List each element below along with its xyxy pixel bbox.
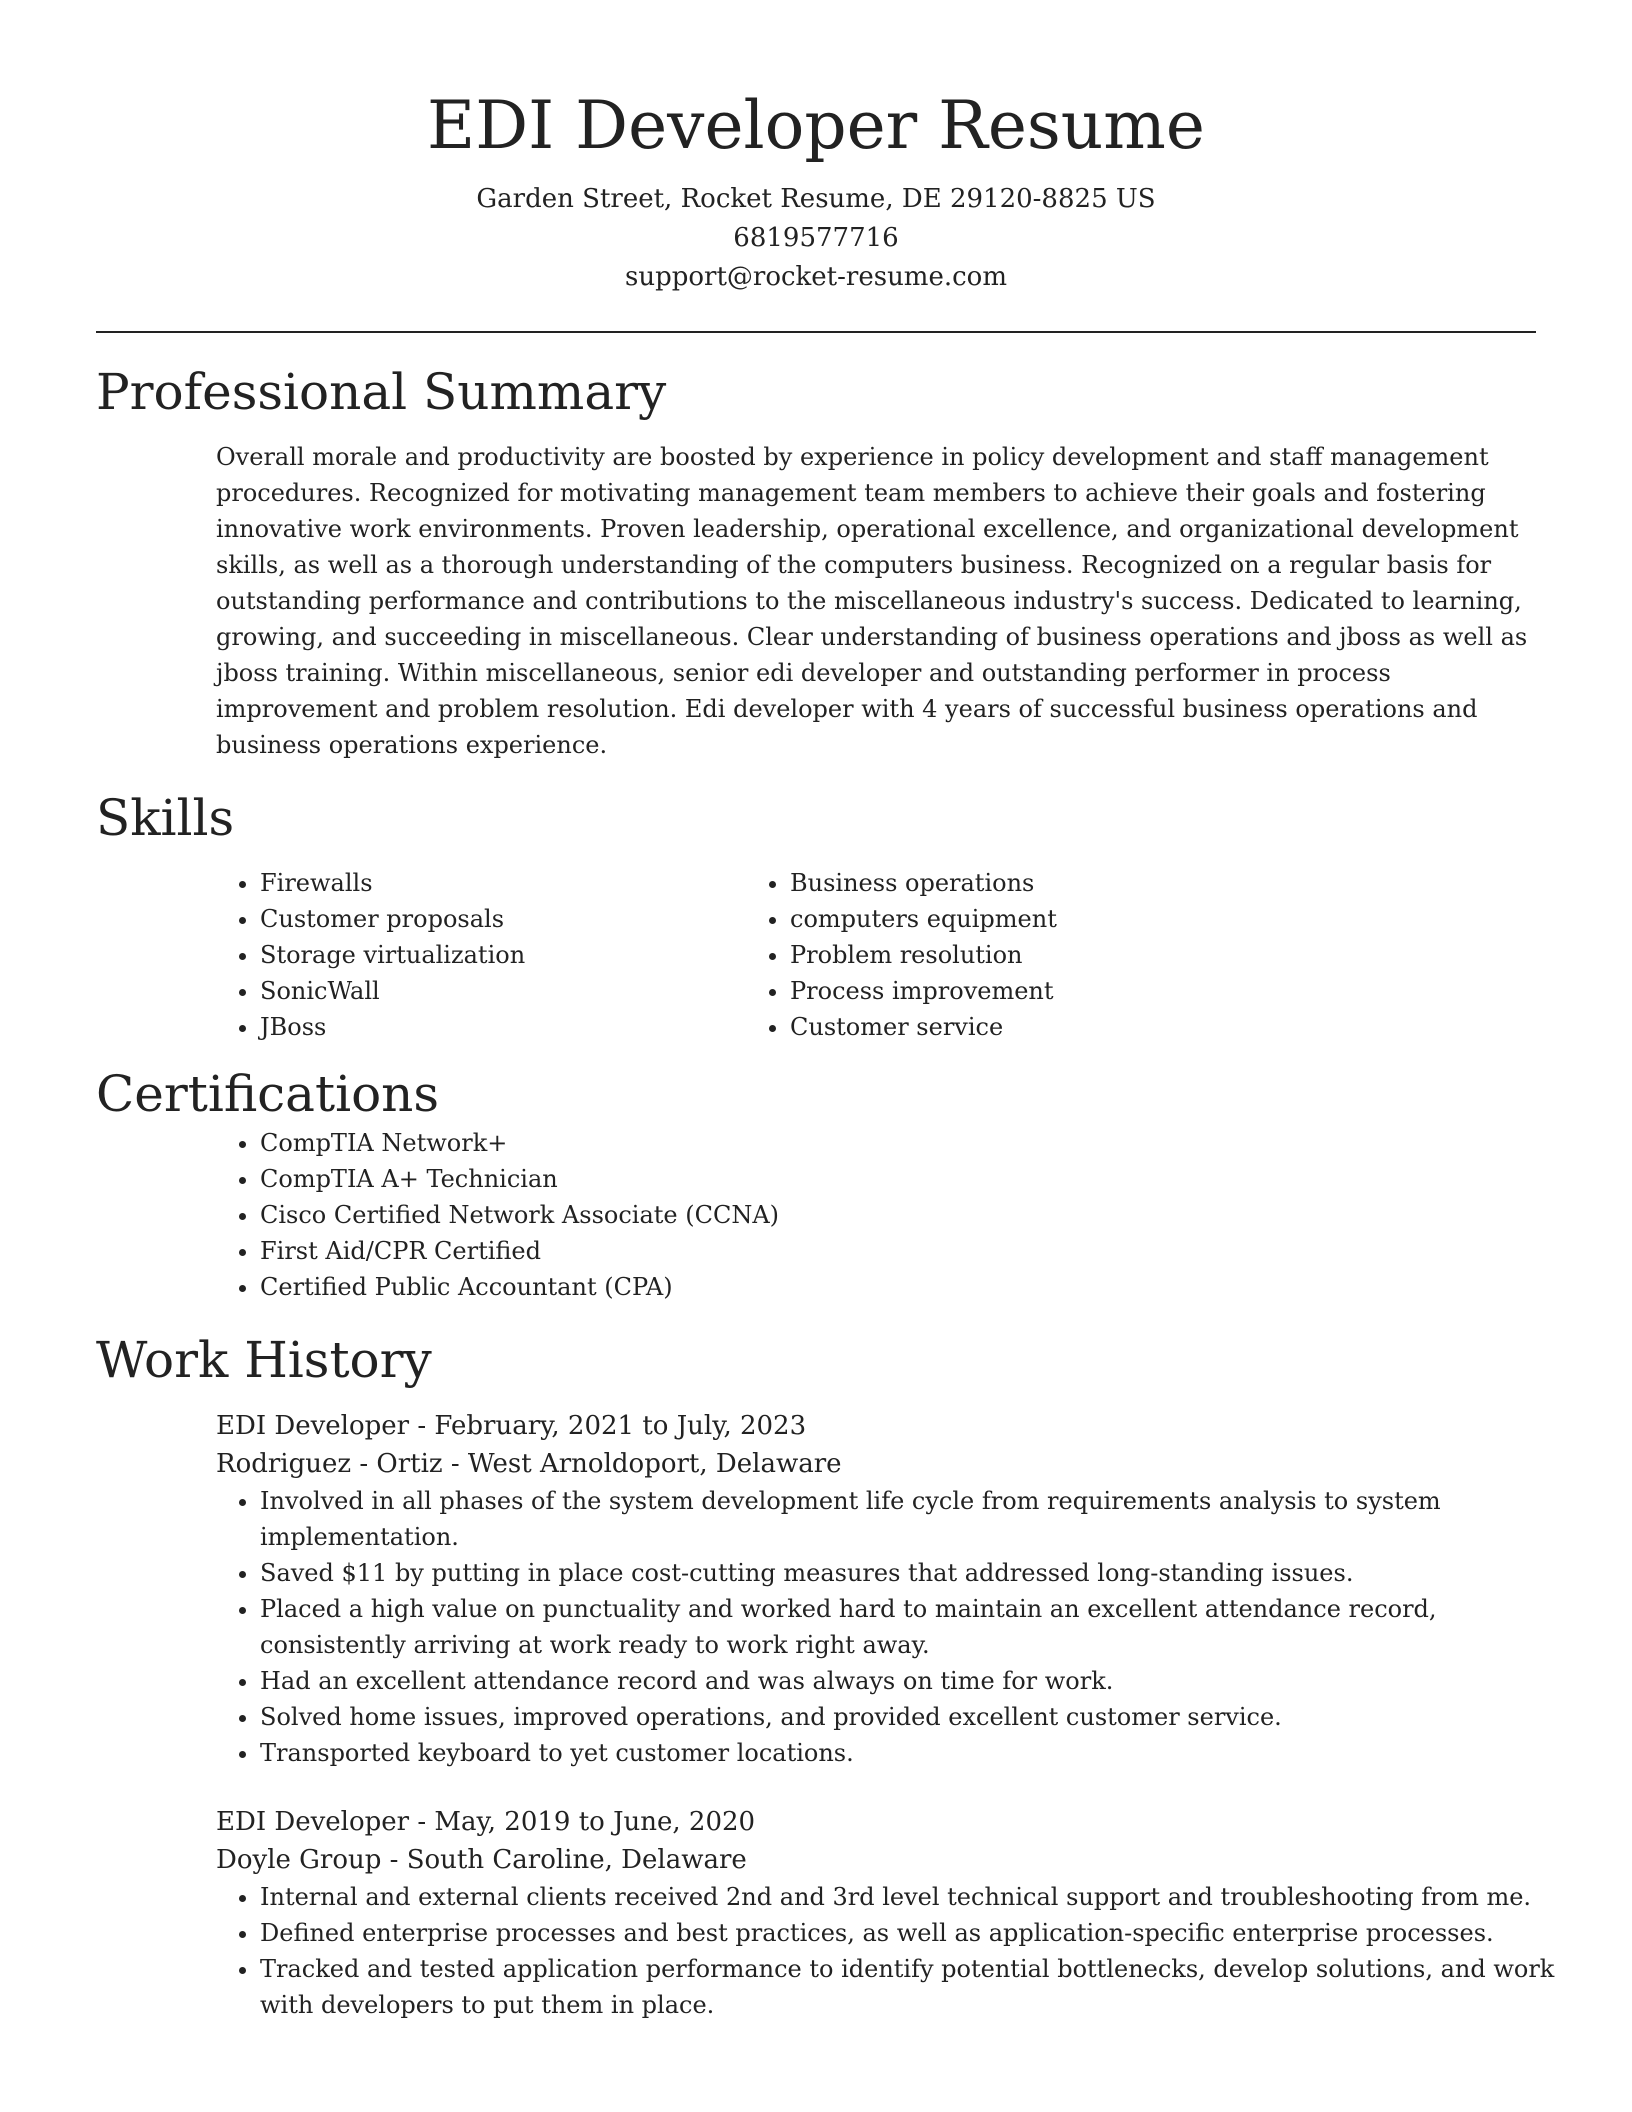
skills-list-right (746, 865, 1396, 1045)
list-item: • Transported keyboard to yet customer locations. (260, 1735, 1560, 1771)
contact-address: Garden Street, Rocket Resume, DE 29120-8825 US (476, 184, 1156, 214)
list-item: • First Aid/CPR Certified (260, 1233, 1536, 1269)
certifications-section (96, 1063, 1536, 1305)
list-item: • Tracked and tested application performance to identify potential bottlenecks, develop solutions, and work with developers to put them in place. (260, 1951, 1560, 2023)
list-item: • Business operations (790, 865, 1396, 901)
summary-text: Overall morale and productivity are boosted by experience in policy development and staff management procedures. Recognized for motivating management team members to achieve their goals and fostering innovative work environments. Proven leadership, operational excellence, and organizational development skills, as well as a thorough understanding of the computers business. Recognized on a regular basis for outstanding performance and contributions to the miscellaneous industry's success. Dedicated to learning, growing, and succeeding in miscellaneous. Clear understanding of business operations and jboss as well as jboss training. Within miscellaneous, senior edi developer and outstanding performer in process improvement and problem resolution. Edi developer with 4 years of successful business operations and business operations experience. (216, 443, 1528, 759)
contact-email: support@rocket-resume.com (624, 262, 1007, 292)
list-item: • Involved in all phases of the system development life cycle from requirements analysis to system implementation. (260, 1483, 1560, 1555)
list-item: • Solved home issues, improved operations, and provided excellent customer service. (260, 1699, 1560, 1735)
job-title-line: EDI Developer - February, 2021 to July, 2023 (216, 1411, 807, 1441)
skills-column-left (96, 865, 746, 1045)
list-item: • JBoss (260, 1009, 746, 1045)
resume-page (96, 0, 1555, 2023)
list-item: • Customer proposals (260, 901, 746, 937)
contact-block (96, 180, 1536, 297)
list-item: • Placed a high value on punctuality and worked hard to maintain an excellent attendance record, consistently arriving at work ready to work right away. (260, 1591, 1560, 1663)
list-item: • Storage virtualization (260, 937, 746, 973)
list-item: • Internal and external clients received 2nd and 3rd level technical support and troubleshooting from me. (260, 1879, 1560, 1915)
work-history-heading: Work History (96, 1331, 432, 1389)
list-item: • Saved $11 by putting in place cost-cutting measures that addressed long-standing issues. (260, 1555, 1560, 1591)
work-history-section (96, 1329, 1555, 2023)
list-item: • Defined enterprise processes and best practices, as well as application-specific enterprise processes. (260, 1915, 1560, 1951)
list-item: • Firewalls (260, 865, 746, 901)
certifications-list (96, 1125, 1536, 1305)
list-item: • computers equipment (790, 901, 1396, 937)
job-entry (216, 1407, 1536, 1771)
list-item: • CompTIA Network+ (260, 1125, 1536, 1161)
job-entry (216, 1803, 1555, 2023)
list-item: • Problem resolution (790, 937, 1396, 973)
list-item: • SonicWall (260, 973, 746, 1009)
list-item: • Process improvement (790, 973, 1396, 1009)
job-bullets (216, 1483, 1560, 1771)
contact-phone: 6819577716 (733, 223, 899, 253)
list-item: • Had an excellent attendance record and was always on time for work. (260, 1663, 1560, 1699)
resume-header (96, 0, 1536, 297)
skills-heading: Skills (96, 789, 235, 847)
skills-column-right (746, 865, 1396, 1045)
summary-section (96, 361, 1536, 763)
list-item: • CompTIA A+ Technician (260, 1161, 1536, 1197)
job-title-line: EDI Developer - May, 2019 to June, 2020 (216, 1807, 756, 1837)
skills-grid (96, 865, 1536, 1045)
list-item: • Certified Public Accountant (CPA) (260, 1269, 1536, 1305)
job-bullets (216, 1879, 1560, 2023)
resume-title: EDI Developer Resume (427, 87, 1205, 164)
summary-heading: Professional Summary (96, 363, 667, 421)
job-company-line: Rodriguez - Ortiz - West Arnoldoport, Delaware (216, 1449, 842, 1479)
list-item: • Cisco Certified Network Associate (CCNA) (260, 1197, 1536, 1233)
certifications-heading: Certifications (96, 1065, 440, 1123)
skills-section (96, 787, 1536, 1045)
list-item: • Customer service (790, 1009, 1396, 1045)
header-divider (96, 331, 1536, 333)
job-company-line: Doyle Group - South Caroline, Delaware (216, 1845, 747, 1875)
skills-list-left (96, 865, 746, 1045)
